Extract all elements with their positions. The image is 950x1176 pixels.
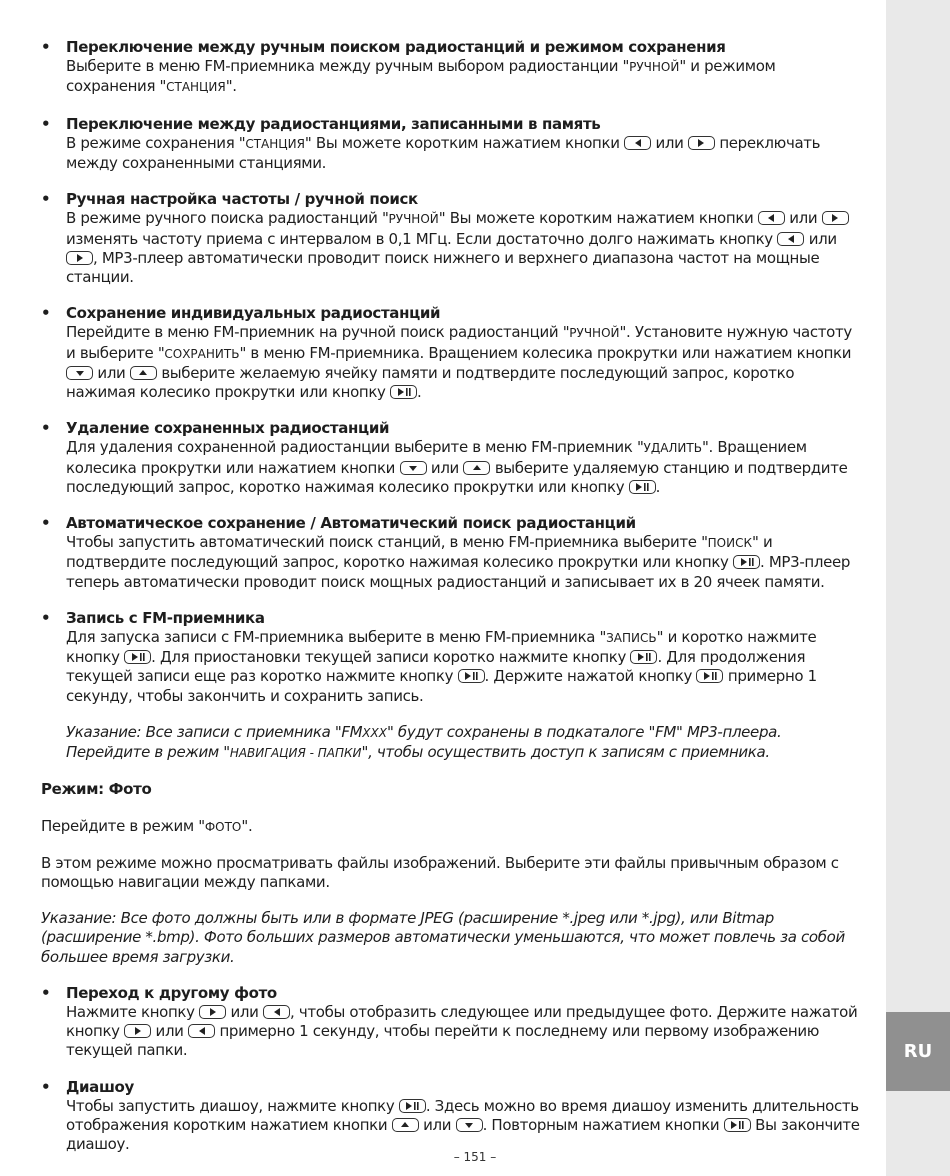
section-mode-switch	[41, 38, 861, 98]
section-title: Автоматическое сохранение / Автоматический поиск радиостанций	[66, 514, 636, 533]
bullet: •	[41, 419, 51, 438]
left-arrow-key-icon	[777, 232, 804, 246]
play-pause-key-icon	[733, 555, 760, 569]
right-arrow-key-icon	[66, 251, 93, 265]
section-manual-tuning	[41, 190, 861, 287]
section-next-photo	[41, 984, 861, 1061]
play-pause-key-icon	[458, 669, 485, 683]
section-body: Нажмите кнопку или , чтобы отобразить следующее или предыдущее фото. Держите нажатой кнопку или примерно 1 секунду, чтобы перейти к последнему или первому изображению текущей папки.	[66, 1002, 858, 1060]
left-arrow-key-icon	[263, 1005, 290, 1019]
section-title: Удаление сохраненных радиостанций	[66, 419, 390, 438]
photo-mode-description: В этом режиме можно просматривать файлы изображений. Выберите эти файлы привычным образом с помощью навигации между папками.	[41, 853, 839, 891]
photo-mode-heading: Режим: Фото	[41, 780, 152, 799]
page-number: – 151 –	[453, 1150, 497, 1164]
down-arrow-key-icon	[400, 461, 427, 475]
up-arrow-key-icon	[392, 1118, 419, 1132]
bullet: •	[41, 983, 51, 1002]
language-tab: RU	[886, 1012, 950, 1091]
section-fm-recording	[41, 609, 861, 706]
play-pause-key-icon	[124, 650, 151, 664]
right-arrow-key-icon	[124, 1024, 151, 1038]
section-title: Диашоу	[66, 1077, 134, 1096]
section-title: Переключение между радиостанциями, записанными в память	[66, 114, 601, 133]
bullet: •	[41, 304, 51, 323]
bullet: •	[41, 114, 51, 133]
section-slideshow	[41, 1078, 861, 1155]
play-pause-key-icon	[630, 650, 657, 664]
play-pause-key-icon	[399, 1099, 426, 1113]
bullet: •	[41, 608, 51, 627]
section-title: Сохранение индивидуальных радиостанций	[66, 304, 441, 323]
play-pause-key-icon	[724, 1118, 751, 1132]
right-arrow-key-icon	[822, 211, 849, 225]
side-margin-band	[886, 0, 950, 1176]
section-body: Выберите в меню FM-приемника между ручным выбором радиостанции "РУЧНОЙ" и режимом сохранения "СТАНЦИЯ".	[66, 57, 776, 96]
section-title: Переключение между ручным поиском радиостанций и режимом сохранения	[66, 38, 726, 56]
section-body: В режиме ручного поиска радиостанций "РУЧНОЙ" Вы можете коротким нажатием кнопки или изменять частоту приема с интервалом в 0,1 МГц. Если достаточно долго нажимать кнопку или , MP3-плеер автоматически проводит поиск нижнего и верхнего диапазона частот на мощные станции.	[66, 209, 861, 287]
left-arrow-key-icon	[758, 211, 785, 225]
section-body: Чтобы запустить диашоу, нажмите кнопку . Здесь можно во время диашоу изменить длительность отображения коротким нажатием кнопки или . Повторным нажатием кнопки Вы закончите диашоу.	[66, 1096, 860, 1154]
right-arrow-key-icon	[688, 136, 715, 150]
play-pause-key-icon	[629, 480, 656, 494]
up-arrow-key-icon	[463, 461, 490, 475]
bullet: •	[41, 190, 51, 209]
section-body: Для удаления сохраненной радиостанции выберите в меню FM-приемник "УДАЛИТЬ". Вращением колесика прокрутки или нажатием кнопки или выберите удаляемую станцию и подтвердите последующий запрос, коротко нажимая колесико прокрутки или кнопку .	[66, 438, 848, 496]
down-arrow-key-icon	[66, 366, 93, 380]
section-title: Запись с FM-приемника	[66, 608, 265, 627]
bullet: •	[41, 1077, 51, 1096]
section-stored-stations	[41, 115, 861, 174]
left-arrow-key-icon	[188, 1024, 215, 1038]
section-title: Переход к другому фото	[66, 983, 277, 1002]
photo-mode-intro: Перейдите в режим "ФОТО".	[41, 816, 253, 835]
section-auto-search	[41, 514, 861, 592]
up-arrow-key-icon	[130, 366, 157, 380]
play-pause-key-icon	[696, 669, 723, 683]
right-arrow-key-icon	[199, 1005, 226, 1019]
page-content	[41, 38, 861, 1171]
section-body: Чтобы запустить автоматический поиск станций, в меню FM-приемника выберите "ПОИСК" и подтвердите последующий запрос, коротко нажимая колесико прокрутки или кнопку . MP3-плеер теперь автоматически проводит поиск мощных радиостанций и записывает их в 20 ячеек памяти.	[66, 533, 851, 591]
section-body: В режиме сохранения "СТАНЦИЯ" Вы можете коротким нажатием кнопки или переключать между сохраненными станциями.	[66, 133, 821, 173]
section-delete-station	[41, 419, 861, 497]
down-arrow-key-icon	[456, 1118, 483, 1132]
bullet: •	[41, 38, 51, 56]
section-save-station	[41, 304, 861, 402]
photo-format-note: Указание: Все фото должны быть или в формате JPEG (расширение *.jpeg или *.jpg), или Bitmap (расширение *.bmp). Фото больших размеров автоматически уменьшаются, что может повлечь за собой большее время загрузки.	[41, 909, 845, 966]
section-body: Для запуска записи с FM-приемника выберите в меню FM-приемника "ЗАПИСЬ" и коротко нажмите кнопку . Для приостановки текущей записи коротко нажмите кнопку . Для продолжения текущей записи еще раз коротко нажмите кнопку . Держите нажатой кнопку примерно 1 секунду, чтобы закончить и сохранить запись.	[66, 628, 817, 705]
left-arrow-key-icon	[624, 136, 651, 150]
section-title: Ручная настройка частоты / ручной поиск	[66, 190, 418, 209]
play-pause-key-icon	[390, 385, 417, 399]
bullet: •	[41, 514, 51, 533]
section-body: Перейдите в меню FM-приемник на ручной поиск радиостанций "РУЧНОЙ". Установите нужную частоту и выберите "СОХРАНИТЬ" в меню FM-приемника. Вращением колесика прокрутки или нажатием кнопки или выберите желаемую ячейку памяти и подтвердите последующий запрос, коротко нажимая колесико прокрутки или кнопку .	[66, 323, 852, 402]
fm-recording-note: Указание: Все записи с приемника "FMXXX" будут сохранены в подкаталоге "FM" MP3-плеера. Перейдите в режим "НАВИГАЦИЯ - ПАПКИ", чтобы осуществить доступ к записям с приемника.	[66, 722, 782, 762]
